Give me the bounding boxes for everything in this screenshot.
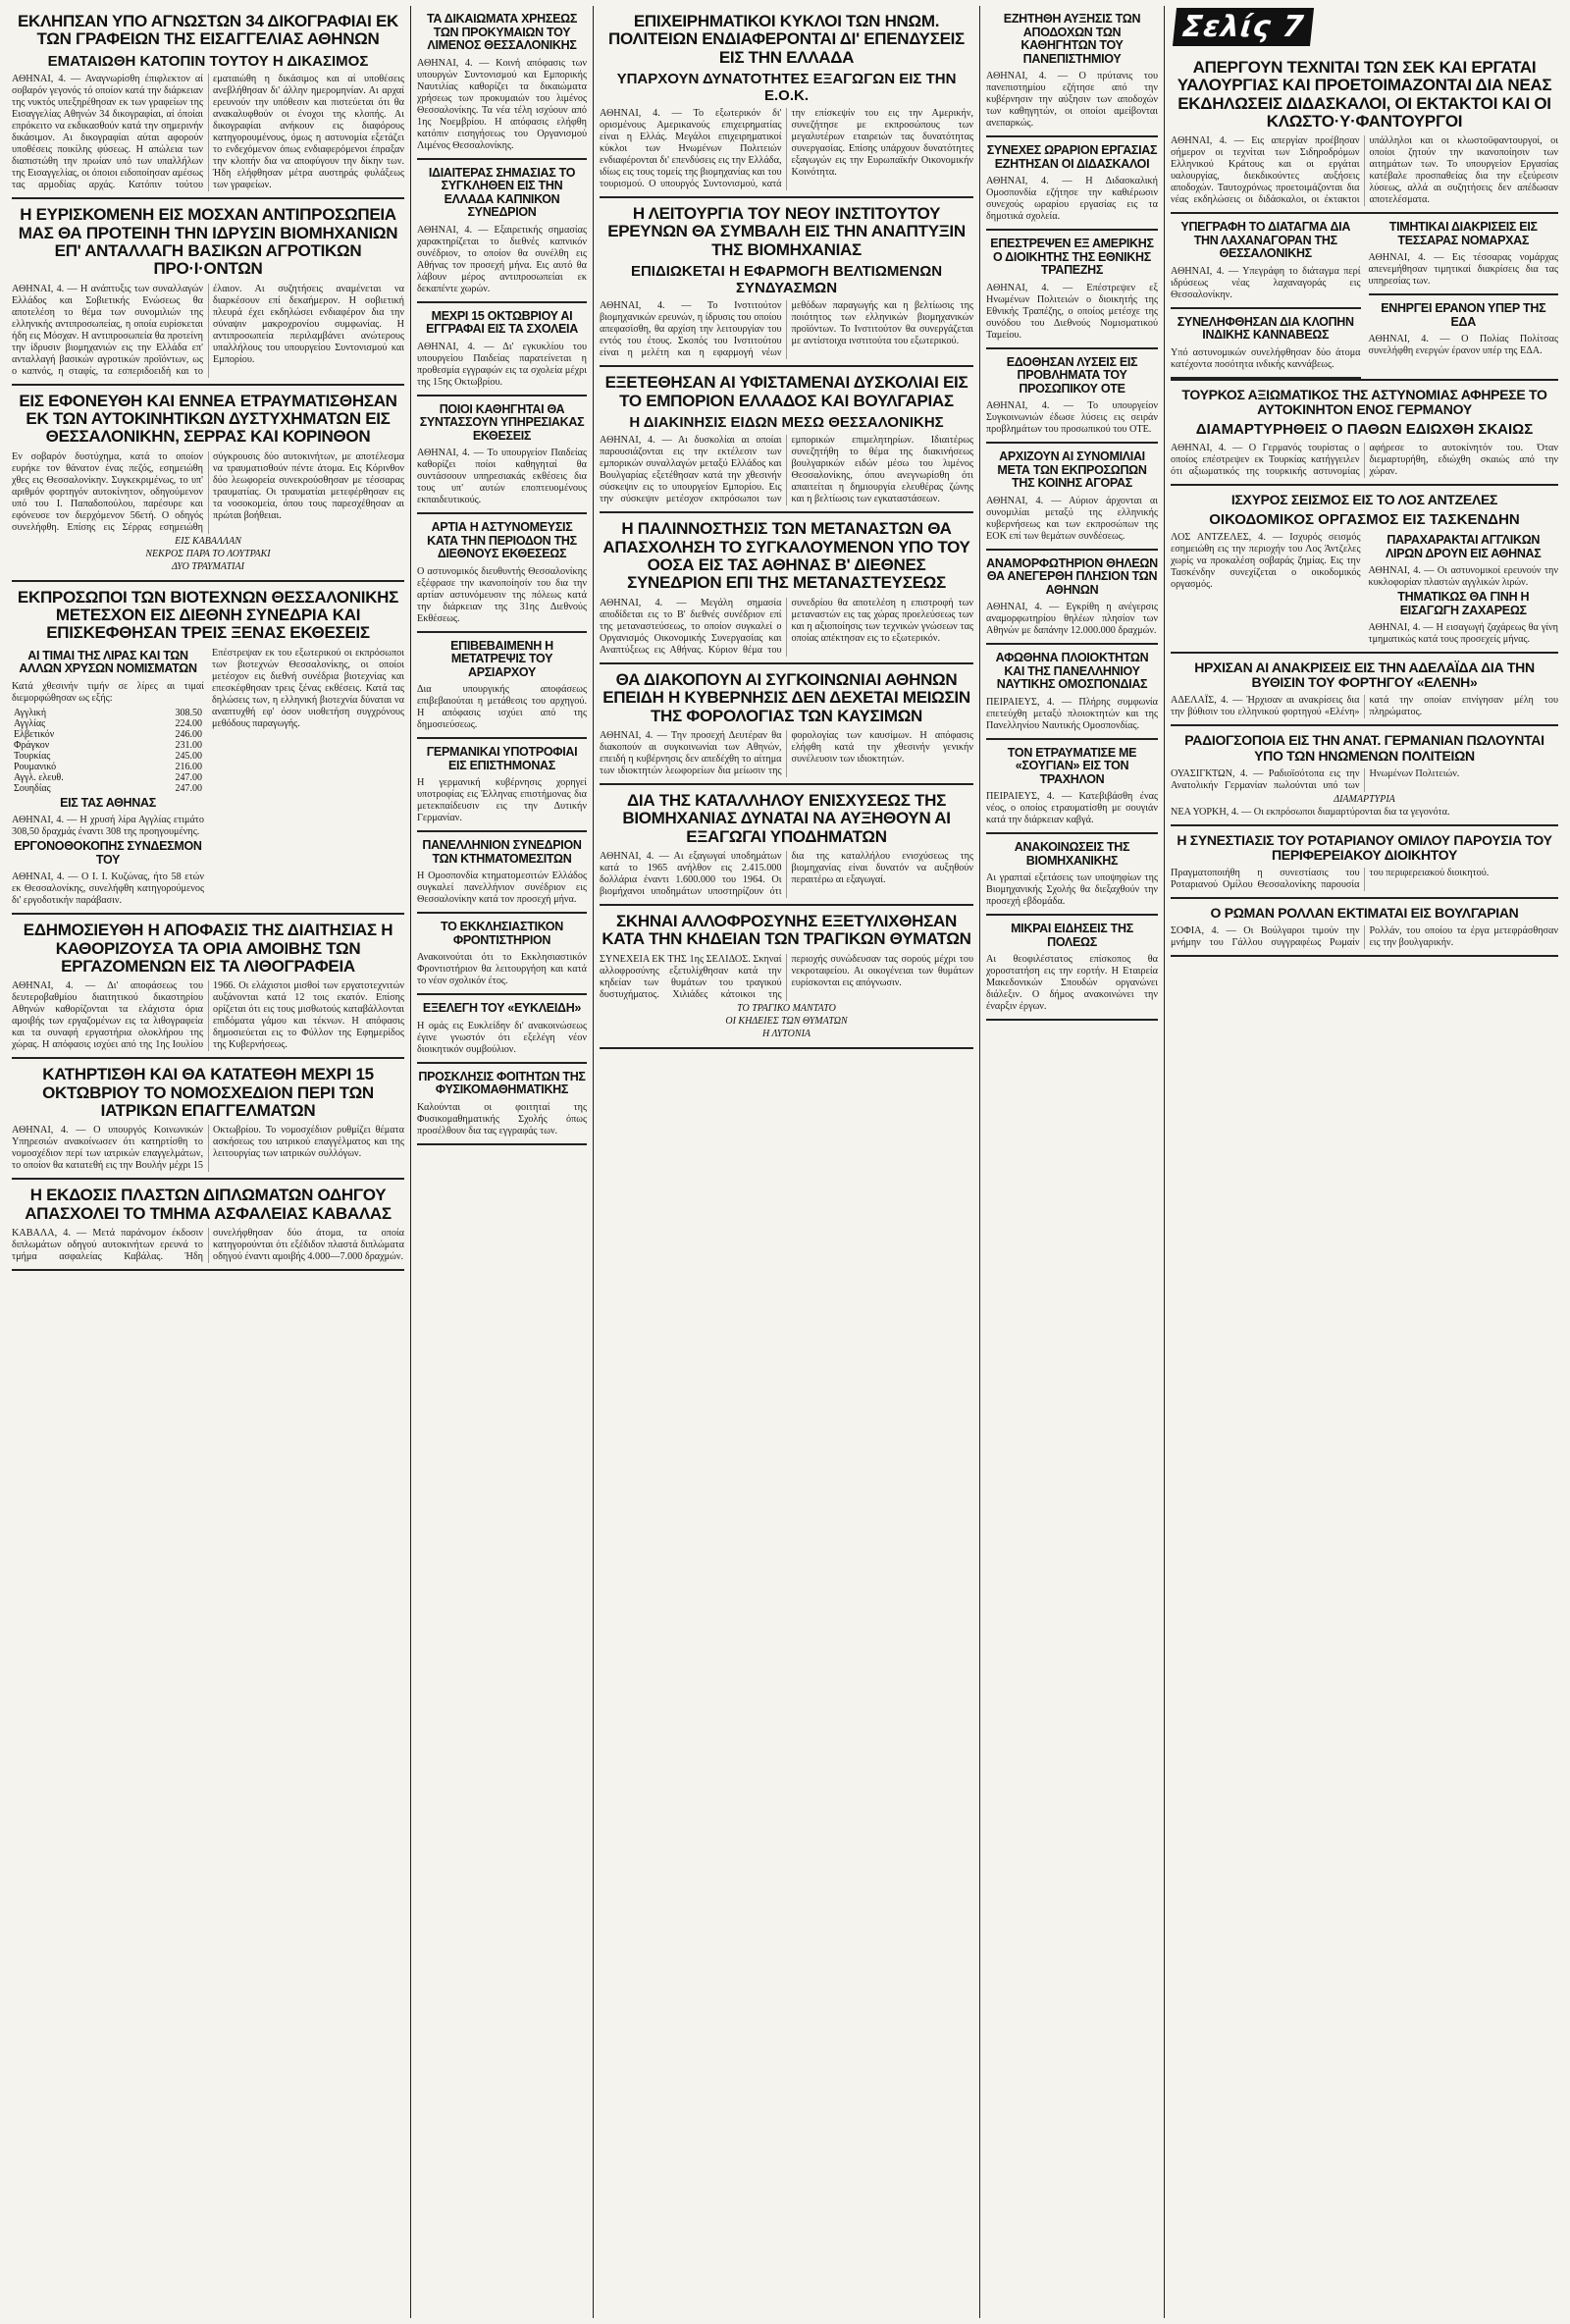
article-body: ΚΑΒΑΛΑ, 4. — Μετά παράνομον έκδοσιν διπλωμάτων οδηγού αυτοκινήτων ερευνά το τμήμα ασφαλείας Καβάλας. Ήδη συνελήφθησαν δύο άτομα, τα οποία κατηγορούνται ότι εξέδιδον πλαστά διπλώματα οδηγού έναντι αμοιβής 4.000—7.000 δραχμών. [12,1228,404,1263]
coin-price: 246.00 [175,728,202,740]
column-2 [410,6,593,2318]
article-body: ΑΘΗΝΑΙ, 4. — Αναγνωρίσθη έπιφλεκτον αί σοβαρόν γεγονός τό οποίον κατά την διάρκειαν της νυκτός υπεξηρέθησαν εκ των γραφείων της Εισαγγελίας Αθηνών 34 δικογραφίαι, αί όποίαι επρόκειτο να εκδικασθούν κατά την σημερινήν δικάσιμον. Αι δικογραφίαι αύται αφορούν υποθέσεις ποικίλης φύσεως. Η απώλεια των διαπιστώθη την πρωίαν υπό των υπαλλήλων της Εισαγγελίας, οι όποιοι ειδοποίησαν αμέσως τας αρμοδίας αρχάς. Κατόπιν τούτου εματαιώθη η δικάσιμος και αί υποθέσεις ανεβλήθησαν δι' άλλην ημερομηνίαν. Αι αρχαί ερευνούν την υπόθεσιν και πιστεύεται ότι θα ανακαλυφθούν οι ένοχοι της κλοπής. Αι δικογραφίαι ανήκουν εις διαφόρους κατηγορουμένους, όμως η αστυνομία εξετάζει το ενδεχόμενον όπως ενδιαφερόμενοι έπραξαν την κλοπήν δια να αποφύγουν την δίκην των. Ήδη ελήφθησαν μέτρα αυστηράς φυλάξεως των γραφείων. [12,74,404,191]
section-label: ΤΟ ΤΡΑΓΙΚΟ ΜΑΝΤΑΤΟ [737,1002,836,1014]
article-viomichaniki [986,834,1158,916]
article-metanastes [600,513,973,663]
article-iatrika [12,1059,404,1180]
article-panepistimio [986,6,1158,137]
article-body: Επέστρεψαν εκ του εξωτερικού οι εκπρόσωποι των βιοτεχνών Θεσσαλονίκης, οι οποίοι μετέσχον εις διεθνή συνέδρια βιοτεχνίας και επεσκέφθησαν τρεις ξένας εκθέσεις. Κατά τας δηλώσεις των, η ελληνική βιοτεχνία δύναται να αναπτυχθή εφ' όσον υιοθετήση συγχρόνους μεθόδους παραγωγής. [212,647,404,729]
headline: ΕΔΟΘΗΣΑΝ ΛΥΣΕΙΣ ΕΙΣ ΠΡΟΒΛΗΜΑΤΑ ΤΟΥ ΠΡΟΣΩΠΙΚΟΥ ΟΤΕ [1006,354,1138,396]
article-foitites [417,1064,587,1145]
subheadline: ΕΜΑΤΑΙΩΘΗ ΚΑΤΟΠΙΝ ΤΟΥΤΟΥ Η ΔΙΚΑΣΙΜΟΣ [47,52,369,70]
article-lachanagora [1171,214,1361,309]
headline: ΥΠΕΓΡΑΦΗ ΤΟ ΔΙΑΤΑΓΜΑ ΔΙΑ ΤΗΝ ΛΑΧΑΝΑΓΟΡΑΝ ΤΗΣ ΘΕΣΣΑΛΟΝΙΚΗΣ [1180,220,1351,261]
article-body: Αι γραπταί εξετάσεις των υποψηφίων της Βιομηχανικής Σχολής θα διεξαχθούν την προσεχή εβδομάδα. [986,872,1158,907]
headline: ΕΝΗΡΓΕΙ ΕΡΑΝΟΝ ΥΠΕΡ ΤΗΣ ΕΔΑ [1381,301,1546,329]
article-moscow [12,199,404,385]
article-body: Η Ομοσπονδία κτηματομεσιτών Ελλάδος συγκαλεί πανελλήνιον συνέδριον εις Θεσσαλονίκην κατά τον προσεχή μήνα. [417,871,587,905]
section-label: ΕΙΣ ΚΑΒΑΛΛΑΝ [175,535,241,547]
headline: ΑΡΧΙΖΟΥΝ ΑΙ ΣΥΝΟΜΙΛΙΑΙ ΜΕΤΑ ΤΩΝ ΕΚΠΡΟΣΩΠΩΝ ΤΗΣ ΚΟΙΝΗΣ ΑΓΟΡΑΣ [997,449,1147,490]
headline: ΣΥΝΕΛΗΦΘΗΣΑΝ ΔΙΑ ΚΛΟΠΗΝ ΙΝΔΙΚΗΣ ΚΑΝΝΑΒΕΩΣ [1177,314,1354,343]
article-body: ΑΘΗΝΑΙ, 4. — Ο Γερμανός τουρίστας ο οποίος επέστρεψεν εκ Τουρκίας κατήγγειλεν ότι αξιωματικός της τουρκικής αστυνομίας αφήρεσε το αυτοκίνητόν του. Όταν διεμαρτυρήθη, εδιώχθη σκαιώς από την χώραν. [1171,442,1558,477]
article-institouto [600,198,973,367]
article-body: ΑΘΗΝΑΙ, 4. — Το υπουργείον Παιδείας καθορίζει ποίοι καθηγηταί θα συντάσσουν υπηρεσιακάς εκθέσεις δια τους υπ' αυτών εποπτευομένους εκπαιδευτικούς. [417,448,587,505]
column-5 [1164,6,1564,2318]
subheadline: ΥΠΑΡΧΟΥΝ ΔΥΝΑΤΟΤΗΤΕΣ ΕΞΑΓΩΓΩΝ ΕΙΣ ΤΗΝ Ε.Ο.Κ. [616,71,957,104]
article-voulgaria [600,367,973,513]
section-label: ΟΙ ΚΗΔΕΙΕΣ ΤΩΝ ΘΥΜΑΤΩΝ [725,1015,848,1027]
headline: ΣΥΝΕΧΕΣ ΩΡΑΡΙΟΝ ΕΡΓΑΣΙΑΣ ΕΖΗΤΗΣΑΝ ΟΙ ΔΙΔΑΣΚΑΛΟΙ [986,143,1158,171]
headline: ΤΟ ΕΚΚΛΗΣΙΑΣΤΙΚΟΝ ΦΡΟΝΤΙΣΤΗΡΙΟΝ [440,920,564,947]
section-label: ΔΥΟ ΤΡΑΥΜΑΤΙΑΙ [172,560,244,572]
article-body: ΑΘΗΝΑΙ, 4. — Αι δυσκολίαι αι οποίαι παρουσιάζονται εις την εκτέλεσιν των εμπορικών συναλλαγών μεταξύ Ελλάδος και Βουλγαρίας εξετέθησαν κατά την χθεσινήν σύσκεψιν εις το υπουργείον Εμπορίου. Εις την σύσκεψιν μετέσχον εκπρόσωποι των εμπορικών επιμελητηρίων. Ιδιαιτέρως συνεζητήθη το θέμα της διακινήσεως βουλγαρικών ειδών μέσω του λιμένος Θεσσαλονίκης, όπου ανεγνωρίσθη ότι απαιτείται η δημιουργία ελευθέρας ζώνης και η βελτίωσις των εγκαταστάσεων. [600,435,973,505]
article-body: ΑΘΗΝΑΙ, 4. — Αι εξαγωγαί υποδημάτων κατά το 1965 ανήλθον εις 2.415.000 δολλάρια έναντι 1.600.000 του 1964. Οι βιομήχανοι υποδημάτων υποστηρίζουν ότι δια της καταλλήλου ενισχύσεως της βιομηχανίας είναι δυνατόν να αυξηθούν περαιτέρω αι εξαγωγαί. [600,850,973,897]
article-ethniki [986,231,1158,349]
coin-price: 224.00 [175,717,202,729]
subheadline: ΟΙΚΟΔΟΜΙΚΟΣ ΟΡΓΑΣΜΟΣ ΕΙΣ ΤΑΣΚΕΝΔΗΝ [1209,510,1520,528]
article-body: ΣΥΝΕΧΕΙΑ ΕΚ ΤΗΣ 1ης ΣΕΛΙΔΟΣ. Σκηναί αλλοφροσύνης εξετυλίχθησαν κατά την κηδείαν των θυμάτων του τραγικού δυστυχήματος. Χιλιάδες κάτοικοι της περιοχής συνώδευσαν τας σορούς μέχρι του νεκροταφείου. Αι οικογένειαι των θυμάτων ευρίσκονται εις απόγνωσιν. [600,953,973,1000]
table-row [12,718,204,729]
article-body: ΑΘΗΝΑΙ, 4. — Η ανάπτυξις των συναλλαγών Ελλάδος και Σοβιετικής Ενώσεως θα αποτελέση το θέμα των συνομιλιών της ελληνικής αντιπροσωπείας, η οποία ευρίσκεται ήδη εις Μόσχαν. Η αντιπροσωπεία θα προτείνη την ίδρυσιν βιομηχανιών εις την Ελλάδα επ' ανταλλαγή βασικών αγροτικών προϊόντων, ως ο καπνός, η σταφίς, τα εσπεριδοειδή και το έλαιον. Αι συζητήσεις αναμένεται να διαρκέσουν επί δεκαήμερον. Η σοβιετική πλευρά έχει εκδηλώσει ενδιαφέρον δια την σύναψιν μακροχρονίου συμφωνίας. Η αντιπροσωπεία περιλαμβάνει ανώτερους υπαλλήλους του υπουργείου Συντονισμού και Εμπορίου. [12,283,404,377]
article-body: ΛΟΣ ΑΝΤΖΕΛΕΣ, 4. — Ισχυρός σεισμός εσημειώθη εις την περιοχήν του Λος Άντζελες χωρίς να προκαλέση σοβαράς ζημίας. Εις την Τασκένδην συνεχίζεται ο οικοδομικός οργασμός. [1171,532,1361,591]
table-row [12,762,204,772]
article-body: ΑΘΗΝΑΙ, 4. — Ο υπουργός Κοινωνικών Υπηρεσιών ανακοίνωσεν ότι κατηρτίσθη το νομοσχέδιον περί των ιατρικών επαγγελμάτων, το οποίον θα κατατεθή εις την Βουλήν μέχρι 15 Οκτωβρίου. Το νομοσχέδιον ρυθμίζει θέματα ασκήσεως του ιατρικού επαγγέλματος και της λειτουργίας των ιατρικών συλλόγων. [12,1125,404,1172]
table-row [12,751,204,762]
article-frontistirion [417,914,587,995]
table-row [12,708,204,718]
article-body: ΝΕΑ ΥΟΡΚΗ, 4. — Οι εκπρόσωποι διαμαρτύρονται δια τα γεγονότα. [1171,806,1450,818]
article-ypodimata [600,785,973,906]
article-body: ΣΟΦΙΑ, 4. — Οι Βούλγαροι τιμούν την μνήμην του Γάλλου συγγραφέως Ρωμαίν Ρολλάν, του οποίου τα έργα μετεφράσθησαν εις την βουλγαρικήν. [1171,925,1558,949]
headline: ΕΠΙΧΕΙΡΗΜΑΤΙΚΟΙ ΚΥΚΛΟΙ ΤΩΝ ΗΝΩΜ. ΠΟΛΙΤΕΙΩΝ ΕΝΔΙΑΦΕΡΟΝΤΑΙ ΔΙ' ΕΠΕΝΔΥΣΕΙΣ ΕΙΣ ΤΗΝ ΕΛΛΑΔΑ [608,12,965,67]
headline: Η ΕΥΡΙΣΚΟΜΕΝΗ ΕΙΣ ΜΟΣΧΑΝ ΑΝΤΙΠΡΟΣΩΠΕΙΑ ΜΑΣ ΘΑ ΠΡΟΤΕΙΝΗ ΤΗΝ ΙΔΡΥΣΙΝ ΒΙΟΜΗΧΑΝΙΩΝ ΕΠ' ΑΝΤΑΛΛΑΓΗ ΒΑΣΙΚΩΝ ΑΓΡΟΤΙΚΩΝ ΠΡΟ·Ι·ΟΝΤΩΝ [18,205,398,279]
article-rollan [1171,899,1558,957]
article-accidents [12,386,404,582]
article-body: Η ομάς εις Ευκλείδην δι' ανακοινώσεως έγινε γνωστόν ότι εξελέγη νέον διοικητικόν συμβούλιον. [417,1020,587,1055]
article-body: Υπό αστυνομικών συνελήφθησαν δύο άτομα κατέχοντα ποσότητα ινδικής καννάβεως. [1171,346,1361,370]
article-lithografeia [12,915,404,1059]
section-label: ΔΙΑΜΑΡΤΥΡΙΑ [1334,793,1395,805]
erg-body: ΑΘΗΝΑΙ, 4. — Ο Ι. Ι. Κυζώνας, ήτο 58 ετών εκ Θεσσαλονίκης, συνελήφθη κατηγορούμενος δι' εργοδοτικήν παράβασιν. [12,872,204,907]
article-ypotrofiai [417,739,587,832]
headline: ΤΑ ΔΙΚΑΙΩΜΑΤΑ ΧΡΗΣΕΩΣ ΤΩΝ ΠΡΟΚΥΜΑΙΩΝ ΤΟΥ ΛΙΜΕΝΟΣ ΘΕΣΣΑΛΟΝΙΚΗΣ [426,12,578,52]
headline: Η ΛΕΙΤΟΥΡΓΙΑ ΤΟΥ ΝΕΟΥ ΙΝΣΤΙΤΟΥΤΟΥ ΕΡΕΥΝΩΝ ΘΑ ΣΥΜΒΑΛΗ ΕΙΣ ΤΗΝ ΑΝΑΠΤΥΞΙΝ ΤΗΣ ΒΙΟΜΗΧΑΝΙΑΣ [607,204,966,259]
headline: ΑΠΕΡΓΟΥΝ ΤΕΧΝΙΤΑΙ ΤΩΝ ΣΕΚ ΚΑΙ ΕΡΓΑΤΑΙ ΥΑΛΟΥΡΓΙΑΣ ΚΑΙ ΠΡΟΕΤΟΙΜΑΖΟΝΤΑΙ ΔΙΑ ΝΕΑΣ ΕΚΔΗΛΩΣΕΙΣ ΔΙΔΑΣΚΑΛΟΙ, ΟΙ ΕΚΤΑΚΤΟΙ ΚΑΙ ΟΙ ΚΛΩΣΤΟ·Υ·ΦΑΝΤΟΥΡΓΟΙ [1177,58,1552,132]
article-koini-agora [986,444,1158,551]
article-body: ΑΘΗΝΑΙ, 4. — Εγκρίθη η ανέγερσις αναμορφωτηρίου θηλέων πλησίον των Αθηνών με δαπάνην 12.000.000 δραχμών. [986,602,1158,636]
article-body: ΑΘΗΝΑΙ, 4. — Εξαιρετικής σημασίας χαρακτηρίζεται το διεθνές καπνικόν συνέδριον, το οποίον θα συνέλθη εις Αθήνας τον προσεχή μήνα. Εις αυτό θα λάβουν μέρος αντιπροσωπείαι εκ δεκαπέντε χωρών. [417,224,587,294]
coin-name: Αγγλ. ελευθ. [14,771,64,783]
column-4 [979,6,1164,2318]
headline: ΑΝΑΚΟΙΝΩΣΕΙΣ ΤΗΣ ΒΙΟΜΗΧΑΝΙΚΗΣ [1014,840,1130,868]
article-astynomeysis [417,514,587,633]
headline: ΕΚΠΡΟΣΩΠΟΙ ΤΩΝ ΒΙΟΤΕΧΝΩΝ ΘΕΣΣΑΛΟΝΙΚΗΣ ΜΕΤΕΣΧΟΝ ΕΙΣ ΔΙΕΘΝΗ ΣΥΝΕΔΡΙΑ ΚΑΙ ΕΠΙΣΚΕΦΘΗΣΑΝ ΤΡΕΙΣ ΞΕΝΑΣ ΕΚΘΕΣΕΙΣ [17,587,399,643]
article-kathigitai [417,396,587,515]
coin-price: 247.00 [175,771,202,783]
article-body: ΑΘΗΝΑΙ, 4. — Οι αστυνομικοί ερευνούν την κυκλοφορίαν πλαστών αγγλικών λιρών. [1368,565,1558,589]
headline: ΚΑΤΗΡΤΙΣΘΗ ΚΑΙ ΘΑ ΚΑΤΑΤΕΘΗ ΜΕΧΡΙ 15 ΟΚΤΩΒΡΙΟΥ ΤΟ ΝΟΜΟΣΧΕΔΙΟΝ ΠΕΡΙ ΤΩΝ ΙΑΤΡΙΚΩΝ ΕΠΑΓΓΕΛΜΑΤΩΝ [42,1065,374,1121]
article-eisaggelia [12,6,404,199]
headline: ΤΗΜΑΤΙΚΩΣ ΘΑ ΓΙΝΗ Η ΕΙΣΑΓΩΓΗ ΖΑΧΑΡΕΩΣ [1397,590,1530,617]
headline: ΕΔΗΜΟΣΙΕΥΘΗ Η ΑΠΟΦΑΣΙΣ ΤΗΣ ΔΙΑΙΤΗΣΙΑΣ Η ΚΑΘΟΡΙΖΟΥΣΑ ΤΑ ΟΡΙΑ ΑΜΟΙΒΗΣ ΤΩΝ ΕΡΓΑΖΟΜΕΝΩΝ ΕΙΣ ΤΑ ΛΙΘΟΓΡΑΦΕΙΑ [23,921,393,977]
article-seismos [1171,486,1558,655]
article-sougias [986,740,1158,835]
article-body: ΠΕΙΡΑΙΕΥΣ, 4. — Κατεβιβάσθη ένας νέος, ο οποίος ετραυματίσθη με σουγιάν κατά την διάρκειαν καβγά. [986,791,1158,825]
article-body: ΑΘΗΝΑΙ, 4. — Επέστρεψεν εξ Ηνωμένων Πολιτειών ο διοικητής της Εθνικής Τραπέζης, ο οποίος μετέσχε της συνόδου του Διεθνούς Νομισματικού Ταμείου. [986,282,1158,341]
headline: ΕΠΕΣΤΡΕΨΕΝ ΕΞ ΑΜΕΡΙΚΗΣ Ο ΔΙΟΙΚΗΤΗΣ ΤΗΣ ΕΘΝΙΚΗΣ ΤΡΑΠΕΖΗΣ [990,237,1154,277]
column-3 [593,6,979,2318]
article-prokymaies [417,6,587,160]
headline: ΔΙΑ ΤΗΣ ΚΑΤΑΛΛΗΛΟΥ ΕΝΙΣΧΥΣΕΩΣ ΤΗΣ ΒΙΟΜΗΧΑΝΙΑΣ ΔΥΝΑΤΑΙ ΝΑ ΑΥΞΗΘΟΥΝ ΑΙ ΕΞΑΓΩΓΑΙ ΥΠΟΔΗΜΑΤΩΝ [622,790,951,846]
column-1 [6,6,410,2318]
article-body: Εν σοβαρόν δυστύχημα, κατά το οποίον ευρήκε τον θάνατον ένας πεζός, εσημειώθη χθες εις Θεσσαλονίκην. Συγκεκριμένως, το υπ' αριθμόν φορτηγόν αυτοκίνητον, οδηγούμενον υπό του Ι. Παπαδοπούλου, παρέσυρε και εφόνευσε τον διερχόμενον 56ετή. Ο οδηγός συνελήφθη. Επίσης εις Σέρρας εσημειώθη σύγκρουσις δύο αυτοκινήτων, με αποτέλεσμα να τραυματισθούν πέντε άτομα. Εις Κόρινθον δύο λεωφορεία συνεκρούσθησαν με τέσσαρας τραυματίας. Οι τραυματίαι μετεφέρθησαν εις τα νοσοκομεία, όπου τους παρεσχέθησαν αι πρώται βοήθειαι. [12,450,404,533]
article-body: ΑΘΗΝΑΙ, 4. — Την προσεχή Δευτέραν θα διακοπούν αι συγκοινωνίαι των Αθηνών, επειδή η κυβέρνησις δεν απεδέχθη το αίτημα των ιδιοκτητών λεωφορείων δια μείωσιν της φορολογίας των καυσίμων. Η απόφασις ελήφθη κατά την χθεσινήν γενικήν συνέλευσιν των ιδιοκτητών. [600,729,973,776]
headline: Η ΣΥΝΕΣΤΙΑΣΙΣ ΤΟΥ ΡΟΤΑΡΙΑΝΟΥ ΟΜΙΛΟΥ ΠΑΡΟΥΣΙΑ ΤΟΥ ΠΕΡΙΦΕΡΕΙΑΚΟΥ ΔΙΟΙΚΗΤΟΥ [1177,831,1552,863]
headline: ΠΑΝΕΛΛΗΝΙΟΝ ΣΥΝΕΔΡΙΟΝ ΤΩΝ ΚΤΗΜΑΤΟΜΕΣΙΤΩΝ [422,838,582,866]
article-body: ΑΘΗΝΑΙ, 4. — Το υπουργείον Συγκοινωνιών έδωσε λύσεις εις σειράν προβλημάτων του προσωπικού του ΟΤΕ. [986,400,1158,435]
article-eleni [1171,654,1558,726]
table-row [12,740,204,751]
table-row [12,783,204,794]
headline: ΓΕΡΜΑΝΙΚΑΙ ΥΠΟΤΡΟΦΙΑΙ ΕΙΣ ΕΠΙΣΤΗΜΟΝΑΣ [426,745,578,772]
article-body: ΑΘΗΝΑΙ, 4. — Το εξωτερικόν δι' ορισμένους Αμερικανούς επιχειρηματίας είναι η Ελλάς. Μεγάλοι επιχειρηματικοί κύκλοι των Ηνωμένων Πολιτειών ενδιαφέρονται δι' επενδύσεις εις την Ελλάδα, ιδίως εις τους τομείς της βιομηχανίας και του τουρισμού. Ο υπουργός Συντονισμού, κατά την επίσκεψίν του εις την Αμερικήν, συνεζήτησε με εκπροσώπους των μεγαλυτέρων εταιρειών τας δυνατότητας συνεργασίας. Επίσης υπάρχουν δυνατότητες εξαγωγών εις την Ευρωπαϊκήν Οικονομικήν Κοινότητα. [600,108,973,190]
headline: ΑΦΩΘΗΝΑ ΠΛΟΙΟΚΤΗΤΩΝ ΚΑΙ ΤΗΣ ΠΑΝΕΛΛΗΝΙΟΥ ΝΑΥΤΙΚΗΣ ΟΜΟΣΠΟΝΔΙΑΣ [995,651,1149,691]
article-mikres [986,916,1158,1021]
article-viotexnes [12,582,404,916]
article-anamorfotirio [986,551,1158,646]
article-body: ΑΘΗΝΑΙ, 4. — Μεγάλη σημασία αποδίδεται εις το Β' διεθνές συνέδριον επί της μεταναστεύσεως, το οποίον συγκαλεί ο Οργανισμός Οικονομικής Συνεργασίας και Αναπτύξεως εις Αθήνας. Κύριον θέμα του συνεδρίου θα αποτελέση η επιστροφή των μεταναστών εις τας χώρας προελεύσεως των και η αξιοποίησις των τεχνικών γνώσεων τας οποίας απέκτησαν εις το εξωτερικόν. [600,597,973,656]
gold-table [12,708,204,794]
article-ote [986,349,1158,445]
article-body: Δια υπουργικής αποφάσεως επιβεβαιούται η μετάθεσις του αρχηγού. Η απόφασις ισχύει από της δημοσιεύσεως. [417,684,587,730]
article-kapnikon [417,160,587,303]
article-body: ΑΘΗΝΑΙ, 4. — Εις απεργίαν προέβησαν σήμερον οι τεχνίται των Σιδηροδρόμων Ελληνικού Κράτους και οι εργάται υαλουργίας, διεκδικούντες αυξήσεις αποδοχών. Ταυτοχρόνως προετοιμάζονται δια νέας εκδηλώσεις οι διδάσκαλοι, οι έκτακτοι υπάλληλοι και οι κλωστοϋφαντουργοί, οι οποίοι ζητούν την ικανοποίησιν των αιτημάτων των. Το υπουργείον Εργασίας κατέβαλε προσπαθείας δια την εξεύρεσιν λύσεως, αλλά αι συζητήσεις δεν απέδωσαν αποτελέσματα. [1171,135,1558,206]
article-metatrepsis [417,633,587,740]
headline: ΤΙΜΗΤΙΚΑΙ ΔΙΑΚΡΙΣΕΙΣ ΕΙΣ ΤΕΣΣΑΡΑΣ ΝΟΜΑΡΧΑΣ [1388,220,1538,247]
article-body: ΑΘΗΝΑΙ, 4. — Εις τέσσαρας νομάρχας απενεμήθησαν τιμητικαί διακρίσεις δια τας υπηρεσίας των. [1368,252,1558,288]
headline: Η ΕΚΔΟΣΙΣ ΠΛΑΣΤΩΝ ΔΙΠΛΩΜΑΤΩΝ ΟΔΗΓΟΥ ΑΠΑΣΧΟΛΕΙ ΤΟ ΤΜΗΜΑ ΑΣΦΑΛΕΙΑΣ ΚΑΒΑΛΑΣ [25,1186,392,1223]
article-body: ΠΕΙΡΑΙΕΥΣ, 4. — Πλήρης συμφωνία επετεύχθη μεταξύ πλοιοκτητών και της Πανελληνίου Ναυτικής Ομοσπονδίας. [986,696,1158,731]
article-body: ΟΥΑΣΙΓΚΤΩΝ, 4. — Ραδιοϊσότοπα εις την Ανατολικήν Γερμανίαν πωλούνται υπό των Ηνωμένων Πολιτειών. [1171,767,1460,791]
page-number-masthead: Σελίς 7 [1173,8,1314,46]
article-body: ΑΘΗΝΑΙ, 4. — Δι' εγκυκλίου του υπουργείου Παιδείας παρατείνεται η προθεσμία εγγραφών εις τα σχολεία μέχρι της 15ης Οκτωβρίου. [417,341,587,388]
headline: ΑΝΑΜΟΡΦΩΤΗΡΙΟΝ ΘΗΛΕΩΝ ΘΑ ΑΝΕΓΕΡΘΗ ΠΛΗΣΙΟΝ ΤΩΝ ΑΘΗΝΩΝ [986,555,1158,597]
article-eukleidis [417,995,587,1064]
coin-name: Τουρκίας [14,750,51,762]
headline: ΕΠΙΒΕΒΑΙΜΕΝΗ Η ΜΕΤΑΤΡΕΨΙΣ ΤΟΥ ΑΡΣΙΑΡΧΟΥ [450,638,553,679]
coin-name: Ελβετικόν [14,728,55,740]
headline: ΡΑΔΙΟΓΣΟΠΟΙΑ ΕΙΣ ΤΗΝ ΑΝΑΤ. ΓΕΡΜΑΝΙΑΝ ΠΩΛΟΥΝΤΑΙ ΥΠΟ ΤΩΝ ΗΝΩΜΕΝΩΝ ΠΟΛΙΤΕΙΩΝ [1184,732,1544,764]
coin-name: Ρουμανικό [14,761,57,772]
article-body: ΑΘΗΝΑΙ, 4. — Το Ινστιτούτον βιομηχανικών ερευνών, η ίδρυσις του οποίου απεφασίσθη, θα αρχίση την λειτουργίαν του εντός του έτους. Σκοπός του Ινστιτούτου είναι η μελέτη και η εφαρμογή νέων μεθόδων παραγωγής και η βελτίωσις της ποιότητος των ελληνικών βιομηχανικών προϊόντων. Το Ινστιτούτον θα συνεργάζεται με αντίστοιχα ινστιτούτα του εξωτερικού. [600,300,973,359]
article-kideia [600,906,973,1049]
headline: ΕΞΕΛΕΓΗ ΤΟΥ «ΕΥΚΛΕΙΔΗ» [422,1001,582,1015]
gold-prices [12,648,204,908]
coin-price: 308.50 [175,707,202,718]
headline: ΜΙΚΡΑΙ ΕΙΔΗΣΕΙΣ ΤΗΣ ΠΟΛΕΩΣ [1011,922,1133,949]
headline: ΑΡΤΙΑ Η ΑΣΤΥΝΟΜΕΥΣΙΣ ΚΑΤΑ ΤΗΝ ΠΕΡΙΟΔΟΝ ΤΗΣ ΔΙΕΘΝΟΥΣ ΕΚΘΕΣΕΩΣ [427,520,577,560]
gold-title: ΑΙ ΤΙΜΑΙ ΤΗΣ ΛΙΡΑΣ ΚΑΙ ΤΩΝ ΑΛΛΩΝ ΧΡΥΣΩΝ ΝΟΜΙΣΜΑΤΩΝ [19,648,197,676]
headline: ΕΞΕΤΕΘΗΣΑΝ ΑΙ ΥΦΙΣΤΑΜΕΝΑΙ ΔΥΣΚΟΛΙΑΙ ΕΙΣ ΤΟ ΕΜΠΟΡΙΟΝ ΕΛΛΑΔΟΣ ΚΑΙ ΒΟΥΛΓΑΡΙΑΣ [604,373,968,410]
coin-name: Φράγκον [14,739,50,751]
article-body: Ο αστυνομικός διευθυντής Θεσσαλονίκης εξέφρασε την ικανοποίησίν του δια την αρτίαν αστυνόμευσιν της πόλεως κατά την διάρκειαν της 31ης Διεθνούς Εκθέσεως. [417,565,587,624]
section-label: ΝΕΚΡΟΣ ΠΑΡΑ ΤΟ ΛΟΥΤΡΑΚΙ [145,548,271,559]
stock-title: ΕΙΣ ΤΑΣ ΑΘΗΝΑΣ [60,795,156,810]
coin-name: Αγγλίας [14,717,46,729]
headline: ΤΟΝ ΕΤΡΑΥΜΑΤΙΣΕ ΜΕ «ΣΟΥΓΙΑΝ» ΕΙΣ ΤΟΝ ΤΡΑΧΗΛΟΝ [1007,745,1137,786]
article-ependyseis [600,6,973,198]
coin-price: 245.00 [175,750,202,762]
article-ktimatomesites [417,832,587,914]
article-body: ΑΘΗΝΑΙ, 4. — Δι' αποφάσεως του δευτεροβαθμίου διαιτητικού δικαστηρίου Αθηνών καθορίζονται τα ελάχιστα όρια αμοιβής των εργαζομένων εις τα λιθογραφεία και τα συναφή εργαστήρια ολοκλήρου της χώρας. Η απόφασις ισχύει από της 1ης Ιουλίου 1966. Οι ελάχιστοι μισθοί των εργατοτεχνιτών αυξάνονται κατά 12 τοις εκατόν. Επίσης ορίζεται ότι εις τους μισθωτούς καταβάλλονται επιδόματα γάμου και τέκνων. Η απόφασις δημοσιεύεται εις το Φύλλον της Εφημερίδος της Κυβερνήσεως. [12,980,404,1051]
article-body: ΑΘΗΝΑΙ, 4. — Ο Πολίας Πολίτσας συνελήφθη ενεργών έρανον υπέρ της ΕΔΑ. [1368,334,1558,357]
article-body: ΑΘΗΝΑΙ, 4. — Υπεγράφη το διάταγμα περί ιδρύσεως νέας λαχαναγοράς εις Θεσσαλονίκην. [1171,265,1361,300]
headline: ΘΑ ΔΙΑΚΟΠΟΥΝ ΑΙ ΣΥΓΚΟΙΝΩΝΙΑΙ ΑΘΗΝΩΝ ΕΠΕΙΔΗ Η ΚΥΒΕΡΝΗΣΙΣ ΔΕΝ ΔΕΧΕΤΑΙ ΜΕΙΩΣΙΝ ΤΗΣ ΦΟΡΟΛΟΓΙΑΣ ΤΩΝ ΚΑΥΣΙΜΩΝ [602,669,970,725]
headline: Ο ΡΩΜΑΝ ΡΟΛΛΑΝ ΕΚΤΙΜΑΤΑΙ ΕΙΣ ΒΟΥΛΓΑΡΙΑΝ [1210,904,1519,921]
article-body: Πραγματοποιήθη η συνεστίασις του Ροταριανού Ομίλου Θεσσαλονίκης παρουσία του περιφερειακού διοικητού. [1171,867,1490,890]
headline: Η ΠΑΛΙΝΝΟΣΤΗΣΙΣ ΤΩΝ ΜΕΤΑΝΑΣΤΩΝ ΘΑ ΑΠΑΣΧΟΛΗΣΗ ΤΟ ΣΥΓΚΑΛΟΥΜΕΝΟΝ ΥΠΟ ΤΟΥ ΟΟΣΑ ΕΙΣ ΤΑΣ ΑΘΗΝΑΣ Β' ΔΙΕΘΝΕΣ ΣΥΝΕΔΡΙΟΝ ΕΠΙ ΤΗΣ ΜΕΤΑΝΑΣΤΕΥΣΕΩΣ [602,519,970,593]
article-sygkoinonies [600,664,973,785]
table-row [12,772,204,783]
article-radioisotopa [1171,726,1558,825]
article-body: ΑΘΗΝΑΙ, 4. — Κοινή απόφασις των υπουργών Συντονισμού και Εμπορικής Ναυτιλίας καθορίζει τα δικαιώματα χρήσεως των προκυμαιών του λιμένος Θεσσαλονίκης. Τα νέα τέλη ισχύουν από 1ης Νοεμβρίου. Η απόφασις ελήφθη κατόπιν εισηγήσεως του Οργανισμού Λιμένος Θεσσαλονίκης. [417,57,587,151]
article-ploioktites [986,645,1158,740]
article-body: ΑΘΗΝΑΙ, 4. — Αύριον άρχονται αι συνομιλίαι μεταξύ της ελληνικής κυβερνήσεως και των εκπροσώπων της ΕΟΚ επί των θεμάτων συνδέσεως. [986,495,1158,542]
coin-name: Αγγλική [14,707,47,718]
erg-title: ΕΡΓΟΝΟΘΟΚΟΠΗΣ ΣΥΝΔΕΣΜΟΝ ΤΟΥ [14,839,202,867]
article-tourkos [1171,381,1558,486]
headline: ΣΚΗΝΑΙ ΑΛΛΟΦΡΟΣΥΝΗΣ ΕΞΕΤΥΛΙΧΘΗΣΑΝ ΚΑΤΑ ΤΗΝ ΚΗΔΕΙΑΝ ΤΩΝ ΤΡΑΓΙΚΩΝ ΘΥΜΑΤΩΝ [602,911,971,949]
article-body: ΑΔΕΛΑΪΣ, 4. — Ήρχισαν αι ανακρίσεις δια την βύθισιν του ελληνικού φορτηγού «Ελένη» κατά την οποίαν επνίγησαν μέλη του πληρώματος. [1171,695,1558,718]
gold-intro: Κατά χθεσινήν τιμήν σε λίρες αι τιμαί διεμορφώθησαν ως εξής: [12,680,204,704]
article-diplomata [12,1180,404,1271]
article-body: Αι θεοφιλέστατος επίσκοπος θα χοροστατήση εις την εορτήν. Η Εταιρεία Μακεδονικών Σπουδών οργανώνει διάλεξιν. Ο δήμος ανακοινώνει την έναρξιν έργων. [986,954,1158,1012]
headline: ΗΡΧΙΣΑΝ ΑΙ ΑΝΑΚΡΙΣΕΙΣ ΕΙΣ ΤΗΝ ΑΔΕΛΑΪΔΑ ΔΙΑ ΤΗΝ ΒΥΘΙΣΙΝ ΤΟΥ ΦΟΡΤΗΓΟΥ «ΕΛΕΝΗ» [1194,660,1535,691]
headline: ΤΟΥΡΚΟΣ ΑΞΙΩΜΑΤΙΚΟΣ ΤΗΣ ΑΣΤΥΝΟΜΙΑΣ ΑΦΗΡΕΣΕ ΤΟ ΑΥΤΟΚΙΝΗΤΟΝ ΕΝΟΣ ΓΕΡΜΑΝΟΥ [1181,386,1547,418]
subheadline: Η ΔΙΑΚΙΝΗΣΙΣ ΕΙΔΩΝ ΜΕΣΩ ΘΕΣΣΑΛΟΝΙΚΗΣ [629,413,944,431]
headline: ΠΟΙΟΙ ΚΑΘΗΓΗΤΑΙ ΘΑ ΣΥΝΤΑΣΣΟΥΝ ΥΠΗΡΕΣΙΑΚΑΣ ΕΚΘΕΣΕΙΣ [419,401,585,443]
article-body: ΑΘΗΝΑΙ, 4. — Η Διδασκαλική Ομοσπονδία εζήτησε την καθιέρωσιν συνεχούς ωραρίου εργασίας εις τα δημοτικά σχολεία. [986,176,1158,222]
coin-price: 247.00 [175,782,202,794]
article-body: ΑΘΗΝΑΙ, 4. — Ο πρύτανις του πανεπιστημίου εζήτησε από την κυβέρνησιν την αύξησιν των αποδοχών των καθηγητών, οι οποίοι αμείβονται ανεπαρκώς. [986,71,1158,129]
headline: ΕΚΛΗΠΣΑΝ ΥΠΟ ΑΓΝΩΣΤΩΝ 34 ΔΙΚΟΓΡΑΦΙΑΙ ΕΚ ΤΩΝ ΓΡΑΦΕΙΩΝ ΤΗΣ ΕΙΣΑΓΓΕΛΙΑΣ ΑΘΗΝΩΝ [17,12,399,49]
article-eranos [1369,295,1559,363]
coin-price: 216.00 [175,761,202,772]
article-didaskaloi [986,137,1158,231]
subheadline: ΕΠΙΔΙΩΚΕΤΑΙ Η ΕΦΑΡΜΟΓΗ ΒΕΛΤΙΩΜΕΝΩΝ ΣΥΝΔΥΑΣΜΩΝ [630,263,943,296]
headline: ΠΑΡΑΧΑΡΑΚΤΑΙ ΑΓΓΛΙΚΩΝ ΛΙΡΩΝ ΔΡΟΥΝ ΕΙΣ ΑΘΗΝΑΣ [1386,533,1542,560]
article-body: Η γερμανική κυβέρνησις χορηγεί υποτροφίας εις Έλληνας επιστήμονας δια μετεκπαίδευσιν εις την Δυτικήν Γερμανίαν. [417,777,587,823]
article-eggrafai [417,303,587,396]
subheadline: ΔΙΑΜΑΡΤΥΡΗΘΕΙΣ Ο ΠΑΘΩΝ ΕΔΙΩΧΘΗ ΣΚΑΙΩΣ [1195,421,1534,439]
article-body: Καλούνται οι φοιτηταί της Φυσικομαθηματικής Σχολής όπως προσέλθουν δια τας εγγραφάς των. [417,1101,587,1136]
headline: ΕΖΗΤΗΘΗ ΑΥΞΗΣΙΣ ΤΩΝ ΑΠΟΔΟΧΩΝ ΤΩΝ ΚΑΘΗΓΗΤΩΝ ΤΟΥ ΠΑΝΕΠΙΣΤΗΜΙΟΥ [1003,12,1141,66]
table-row [12,729,204,740]
article-rotary [1171,826,1558,899]
headline: ΜΕΧΡΙ 15 ΟΚΤΩΒΡΙΟΥ ΑΙ ΕΓΓΡΑΦΑΙ ΕΙΣ ΤΑ ΣΧΟΛΕΙΑ [426,308,578,336]
article-body: ΑΘΗΝΑΙ, 4. — Η εισαγωγή ζαχάρεως θα γίνη τμηματικώς κατά τους προσεχείς μήνας. [1368,622,1558,646]
coin-price: 231.00 [175,739,202,751]
headline: ΙΣΧΥΡΟΣ ΣΕΙΣΜΟΣ ΕΙΣ ΤΟ ΛΟΣ ΑΝΤΖΕΛΕΣ [1230,491,1498,507]
article-apergies [1171,52,1558,214]
headline: ΠΡΟΣΚΛΗΣΙΣ ΦΟΙΤΗΤΩΝ ΤΗΣ ΦΥΣΙΚΟΜΑΘΗΜΑΤΙΚΗΣ [418,1069,586,1096]
headline: ΙΔΙΑΙΤΕΡΑΣ ΣΗΜΑΣΙΑΣ ΤΟ ΣΥΓΚΛΗΘΕΝ ΕΙΣ ΤΗΝ ΕΛΛΑΔΑ ΚΑΠΝΙΚΟΝ ΣΥΝΕΔΡΙΟΝ [428,165,576,219]
coin-name: Σουηδίας [14,782,51,794]
article-nomarches [1369,214,1559,295]
headline: ΕΙΣ ΕΦΟΝΕΥΘΗ ΚΑΙ ΕΝΝΕΑ ΕΤΡΑΥΜΑΤΙΣΘΗΣΑΝ ΕΚ ΤΩΝ ΑΥΤΟΚΙΝΗΤΙΚΩΝ ΔΥΣΤΥΧΗΜΑΤΩΝ ΕΙΣ ΘΕΣΣΑΛΟΝΙΚΗΝ, ΣΕΡΡΑΣ ΚΑΙ ΚΟΡΙΝΘΟΝ [19,391,397,447]
section-label: Η ΛΥΤΟΝΙΑ [761,1028,811,1039]
article-kannavis [1171,309,1361,379]
article-body: Ανακοινούται ότι το Εκκλησιαστικόν Φροντιστήριον θα λειτουργήση και κατά το νέον σχολικόν έτος. [417,952,587,986]
stock-body: ΑΘΗΝΑΙ, 4. — Η χρυσή λίρα Αγγλίας ετιμάτο 308,50 δραχμάς έναντι 308 της προηγουμένης. [12,815,204,838]
